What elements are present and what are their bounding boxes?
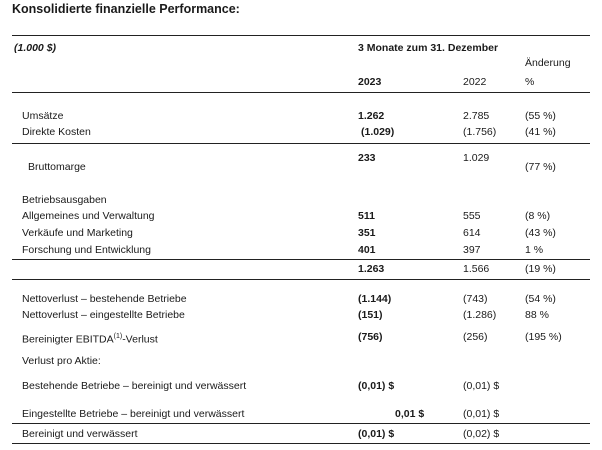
value-2023: 233 [358, 152, 376, 164]
value-2022: (1.286) [463, 309, 497, 321]
value-2022: (0,01) $ [463, 380, 500, 392]
value-2022: 397 [463, 244, 481, 256]
section-label: Betriebsausgaben [22, 194, 107, 206]
change-header: Änderung [525, 57, 571, 69]
value-change: 88 % [525, 309, 549, 321]
value-2023: (0,01) $ [358, 380, 395, 392]
value-change: (55 %) [525, 110, 556, 122]
row-label: Nettoverlust – bestehende Betriebe [22, 293, 187, 305]
value-2023: (0,01) $ [358, 428, 395, 440]
value-2023: 0,01 $ [395, 408, 425, 420]
row-label: Bruttomarge [28, 161, 86, 173]
value-2023: 401 [358, 244, 376, 256]
page-title: Konsolidierte finanzielle Performance: [12, 2, 240, 16]
value-2022: (0,01) $ [463, 408, 500, 420]
rule-eps-total [12, 423, 590, 424]
table-top-rule [12, 35, 590, 36]
value-2023: 1.263 [358, 263, 385, 275]
value-change: (77 %) [525, 161, 556, 173]
rule-opex-total [12, 259, 590, 260]
period-header: 3 Monate zum 31. Dezember [358, 42, 499, 54]
value-change: (43 %) [525, 227, 556, 239]
value-change: (54 %) [525, 293, 556, 305]
value-2022: 1.566 [463, 263, 490, 275]
value-2022: (256) [463, 331, 488, 343]
table-bottom-rule [12, 443, 590, 444]
value-2022: 1.029 [463, 152, 490, 164]
rule-after-total [12, 279, 590, 280]
ebitda-label: Bereinigter EBITDA$^{(1)}$-Verlust [22, 333, 158, 346]
value-2023: 1.262 [358, 110, 385, 122]
value-2023: (756) [358, 331, 383, 343]
rule-gross-margin [12, 143, 590, 144]
row-label: Nettoverlust – eingestellte Betriebe [22, 309, 185, 321]
row-label: Bereinigt und verwässert [22, 428, 138, 440]
year-2022-header: 2022 [463, 76, 487, 88]
row-label: Eingestellte Betriebe – bereinigt und verwässert [22, 408, 245, 420]
value-2022: 614 [463, 227, 481, 239]
value-2022: 555 [463, 210, 481, 222]
units-header: (1.000 $) [14, 42, 57, 54]
row-label: Umsätze [22, 110, 64, 122]
row-label: Bestehende Betriebe – bereinigt und verwässert [22, 380, 247, 392]
value-2022: (743) [463, 293, 488, 305]
footnote-marker: (1) [113, 333, 123, 340]
row-label: Verkäufe und Marketing [22, 227, 133, 239]
value-change: (8 %) [525, 210, 551, 222]
value-2023: 351 [358, 227, 376, 239]
value-2023: (1.144) [358, 293, 392, 305]
section-label: Verlust pro Aktie: [22, 355, 101, 367]
value-change: (41 %) [525, 126, 556, 138]
change-header-percent: % [525, 76, 535, 88]
value-change: 1 % [525, 244, 544, 256]
value-2022: (1.756) [463, 126, 497, 138]
row-label: Direkte Kosten [22, 126, 91, 138]
header-bottom-rule [12, 92, 590, 93]
value-change: (195 %) [525, 331, 562, 343]
value-2023: 511 [358, 210, 375, 222]
value-2023: (1.029) [361, 126, 395, 138]
value-change: (19 %) [525, 263, 556, 275]
row-label: Allgemeines und Verwaltung [22, 210, 155, 222]
value-2022: (0,02) $ [463, 428, 500, 440]
value-2022: 2.785 [463, 110, 490, 122]
row-label: Forschung und Entwicklung [22, 244, 151, 256]
year-2023-header: 2023 [358, 76, 382, 88]
value-2023: (151) [358, 309, 383, 321]
